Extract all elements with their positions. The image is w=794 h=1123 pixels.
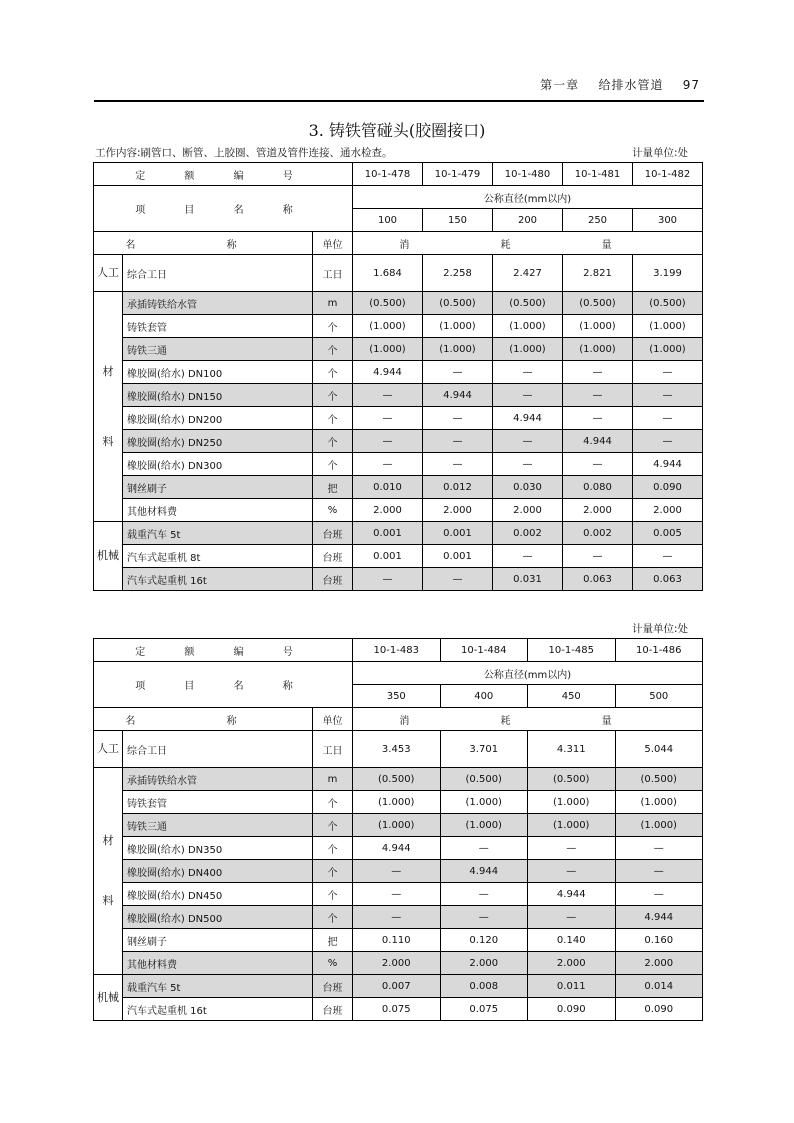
table-row	[94, 453, 703, 476]
value-cell: 0.011	[528, 975, 616, 998]
item-name: 橡胶圈(给水) DN450	[123, 883, 313, 906]
table-row	[94, 768, 703, 791]
value-cell: 5.044	[615, 731, 703, 768]
value-cell: 0.090	[633, 476, 703, 499]
value-cell: —	[493, 361, 563, 384]
quota-code: 10-1-486	[615, 639, 703, 662]
item-unit: 个	[313, 384, 353, 407]
category-machines	[94, 975, 123, 1021]
item-name: 其他材料费	[123, 952, 313, 975]
value-cell: 2.000	[563, 499, 633, 522]
item-unit: %	[313, 499, 353, 522]
category-label: 机械	[97, 990, 119, 1004]
item-unit: m	[313, 292, 353, 315]
category-label: 机械	[97, 549, 119, 562]
item-unit: 台班	[313, 545, 353, 568]
value-cell: —	[563, 361, 633, 384]
value-cell: (1.000)	[440, 814, 528, 837]
unit-label-1: 计量单位:处	[631, 147, 688, 159]
diameter-value: 250	[563, 209, 633, 232]
value-cell: —	[423, 430, 493, 453]
diameter-header-row	[94, 186, 703, 209]
value-cell: —	[633, 407, 703, 430]
value-cell: —	[615, 883, 703, 906]
table-row	[94, 384, 703, 407]
value-cell: 0.075	[353, 998, 441, 1021]
work-content: 工作内容:刷管口、断管、上胶圈、管道及管件连接、通水检查。	[95, 147, 393, 159]
value-cell: 4.944	[563, 430, 633, 453]
value-cell: —	[493, 384, 563, 407]
table-row	[94, 499, 703, 522]
item-name-label: 项 目 名 称	[94, 662, 353, 708]
category-materials	[94, 768, 123, 975]
value-cell: —	[353, 453, 423, 476]
value-cell: —	[353, 860, 441, 883]
diameter-value: 450	[528, 685, 616, 708]
item-unit: 个	[313, 814, 353, 837]
item-name-label: 项 目 名 称	[94, 186, 353, 232]
value-cell: —	[440, 906, 528, 929]
quota-code: 10-1-484	[440, 639, 528, 662]
value-cell: 0.010	[353, 476, 423, 499]
value-cell: 0.007	[353, 975, 441, 998]
value-cell: 0.005	[633, 522, 703, 545]
value-cell: 2.000	[353, 499, 423, 522]
item-unit: 台班	[313, 568, 353, 591]
section-label: 给排水管道	[598, 78, 664, 92]
diameter-header: 公称直径(mm以内)	[353, 662, 703, 685]
diameter-value: 350	[353, 685, 441, 708]
value-cell: 2.000	[493, 499, 563, 522]
item-name: 综合工日	[123, 255, 313, 292]
item-unit: 个	[313, 883, 353, 906]
item-unit: 个	[313, 860, 353, 883]
quota-code: 10-1-483	[353, 639, 441, 662]
value-cell: —	[353, 407, 423, 430]
item-unit: 个	[313, 430, 353, 453]
value-cell: (1.000)	[633, 315, 703, 338]
table-row	[94, 975, 703, 998]
item-name: 综合工日	[123, 731, 313, 768]
item-unit: 个	[313, 361, 353, 384]
table-row	[94, 407, 703, 430]
value-cell: 0.012	[423, 476, 493, 499]
category-label: 材	[102, 834, 114, 847]
value-cell: (1.000)	[353, 791, 441, 814]
quota-code-label: 定 额 编 号	[94, 163, 353, 186]
item-unit: 台班	[313, 975, 353, 998]
quota-code: 10-1-482	[633, 163, 703, 186]
unit-label-2: 计量单位:处	[631, 623, 688, 635]
item-name: 橡胶圈(给水) DN150	[123, 384, 313, 407]
value-cell: 0.002	[493, 522, 563, 545]
value-cell: 4.944	[353, 837, 441, 860]
value-cell: 2.000	[528, 952, 616, 975]
quota-code: 10-1-478	[353, 163, 423, 186]
value-cell: (1.000)	[528, 791, 616, 814]
value-cell: 0.001	[353, 522, 423, 545]
diameter-header: 公称直径(mm以内)	[353, 186, 703, 209]
value-cell: 0.030	[493, 476, 563, 499]
value-cell: —	[493, 430, 563, 453]
value-cell: 0.160	[615, 929, 703, 952]
item-name: 汽车式起重机 16t	[123, 998, 313, 1021]
value-cell: 3.453	[353, 731, 441, 768]
item-unit: 个	[313, 315, 353, 338]
value-cell: (0.500)	[493, 292, 563, 315]
table-row	[94, 814, 703, 837]
value-cell: —	[353, 568, 423, 591]
chapter-label: 第一章	[540, 78, 580, 92]
value-cell: (1.000)	[615, 814, 703, 837]
value-cell: 4.944	[493, 407, 563, 430]
table-row	[94, 568, 703, 591]
item-name: 铸铁三通	[123, 814, 313, 837]
value-cell: —	[633, 430, 703, 453]
value-cell: 0.063	[563, 568, 633, 591]
item-name: 橡胶圈(给水) DN100	[123, 361, 313, 384]
item-name: 橡胶圈(给水) DN400	[123, 860, 313, 883]
value-cell: —	[615, 837, 703, 860]
value-cell: —	[353, 430, 423, 453]
item-unit: %	[313, 952, 353, 975]
item-unit: 个	[313, 453, 353, 476]
value-cell: —	[423, 453, 493, 476]
table-row	[94, 292, 703, 315]
table-row	[94, 952, 703, 975]
value-cell: —	[615, 860, 703, 883]
diameter-value: 400	[440, 685, 528, 708]
value-cell: 0.014	[615, 975, 703, 998]
value-cell: 4.944	[423, 384, 493, 407]
diameter-header-row	[94, 662, 703, 685]
value-cell: 0.075	[440, 998, 528, 1021]
item-name: 橡胶圈(给水) DN200	[123, 407, 313, 430]
value-cell: (1.000)	[563, 315, 633, 338]
quota-code: 10-1-481	[563, 163, 633, 186]
value-cell: —	[493, 545, 563, 568]
item-unit: 个	[313, 791, 353, 814]
value-cell: 3.199	[633, 255, 703, 292]
item-name: 钢丝刷子	[123, 929, 313, 952]
quota-table-1	[93, 162, 703, 591]
category-labor	[94, 731, 123, 768]
value-cell: 2.000	[615, 952, 703, 975]
value-cell: 0.001	[423, 522, 493, 545]
value-cell: (1.000)	[353, 814, 441, 837]
value-cell: —	[528, 837, 616, 860]
item-unit: 工日	[313, 255, 353, 292]
item-unit: 把	[313, 476, 353, 499]
item-name: 铸铁三通	[123, 338, 313, 361]
category-materials	[94, 292, 123, 522]
value-cell: —	[423, 361, 493, 384]
value-cell: (1.000)	[493, 338, 563, 361]
value-cell: —	[353, 384, 423, 407]
category-gap	[94, 383, 122, 431]
header-text	[540, 76, 700, 93]
value-cell: (1.000)	[563, 338, 633, 361]
item-unit: 台班	[313, 522, 353, 545]
value-cell: 0.090	[615, 998, 703, 1021]
value-cell: 4.944	[353, 361, 423, 384]
table-row	[94, 998, 703, 1021]
name-header: 名 称	[94, 708, 313, 731]
value-cell: (1.000)	[423, 315, 493, 338]
item-name: 钢丝刷子	[123, 476, 313, 499]
value-cell: 0.090	[528, 998, 616, 1021]
diameter-value: 100	[353, 209, 423, 232]
diameter-value: 200	[493, 209, 563, 232]
table-row	[94, 883, 703, 906]
item-name: 橡胶圈(给水) DN500	[123, 906, 313, 929]
table-row	[94, 476, 703, 499]
value-cell: 2.821	[563, 255, 633, 292]
column-header-row	[94, 232, 703, 255]
value-cell: 3.701	[440, 731, 528, 768]
item-name: 铸铁套管	[123, 315, 313, 338]
value-cell: —	[440, 883, 528, 906]
value-cell: (0.500)	[563, 292, 633, 315]
value-cell: (1.000)	[528, 814, 616, 837]
item-name: 铸铁套管	[123, 791, 313, 814]
diameter-value: 300	[633, 209, 703, 232]
category-gap	[94, 852, 122, 890]
table-row	[94, 361, 703, 384]
unit-header: 单位	[313, 708, 353, 731]
item-name: 承插铸铁给水管	[123, 768, 313, 791]
value-cell: 2.000	[423, 499, 493, 522]
table-row	[94, 545, 703, 568]
value-cell: —	[633, 361, 703, 384]
quota-code: 10-1-480	[493, 163, 563, 186]
table-row	[94, 731, 703, 768]
quota-table-2	[93, 638, 703, 1021]
table-row	[94, 791, 703, 814]
value-cell: 0.110	[353, 929, 441, 952]
item-unit: 工日	[313, 731, 353, 768]
consumption-header: 消 耗 量	[353, 232, 703, 255]
unit-header: 单位	[313, 232, 353, 255]
value-cell: —	[423, 407, 493, 430]
table-row	[94, 837, 703, 860]
value-cell: —	[563, 545, 633, 568]
item-unit: 个	[313, 407, 353, 430]
page-header	[94, 72, 704, 102]
value-cell: 0.031	[493, 568, 563, 591]
value-cell: —	[563, 407, 633, 430]
item-name: 载重汽车 5t	[123, 975, 313, 998]
value-cell: (1.000)	[440, 791, 528, 814]
table-row	[94, 255, 703, 292]
value-cell: —	[353, 883, 441, 906]
value-cell: 2.427	[493, 255, 563, 292]
category-label: 料	[102, 434, 114, 448]
value-cell: 2.258	[423, 255, 493, 292]
value-cell: —	[528, 906, 616, 929]
value-cell: 4.944	[615, 906, 703, 929]
value-cell: —	[633, 384, 703, 407]
item-name: 载重汽车 5t	[123, 522, 313, 545]
quota-code: 10-1-485	[528, 639, 616, 662]
value-cell: 0.002	[563, 522, 633, 545]
value-cell: 2.000	[353, 952, 441, 975]
value-cell: 0.001	[423, 545, 493, 568]
category-label: 人工	[97, 742, 119, 755]
item-name: 橡胶圈(给水) DN250	[123, 430, 313, 453]
category-machines	[94, 522, 123, 591]
value-cell: 4.944	[528, 883, 616, 906]
value-cell: 2.000	[633, 499, 703, 522]
item-unit: 个	[313, 837, 353, 860]
value-cell: —	[528, 860, 616, 883]
item-unit: m	[313, 768, 353, 791]
category-label: 料	[102, 894, 114, 907]
value-cell: —	[563, 453, 633, 476]
value-cell: 0.008	[440, 975, 528, 998]
diameter-value: 500	[615, 685, 703, 708]
table-row	[94, 430, 703, 453]
item-unit: 台班	[313, 998, 353, 1021]
value-cell: (0.500)	[528, 768, 616, 791]
page-number: 97	[682, 78, 700, 92]
item-unit: 把	[313, 929, 353, 952]
value-cell: 0.063	[633, 568, 703, 591]
category-label: 材	[102, 364, 114, 378]
value-cell: 0.080	[563, 476, 633, 499]
value-cell: —	[353, 906, 441, 929]
value-cell: —	[493, 453, 563, 476]
value-cell: 1.684	[353, 255, 423, 292]
value-cell: (1.000)	[423, 338, 493, 361]
category-label: 人工	[97, 266, 119, 279]
value-cell: —	[423, 568, 493, 591]
value-cell: (0.500)	[440, 768, 528, 791]
consumption-header: 消 耗 量	[353, 708, 703, 731]
item-name: 承插铸铁给水管	[123, 292, 313, 315]
column-header-row	[94, 708, 703, 731]
table-row	[94, 860, 703, 883]
value-cell: (0.500)	[353, 768, 441, 791]
name-header: 名 称	[94, 232, 313, 255]
value-cell: 0.120	[440, 929, 528, 952]
value-cell: (1.000)	[493, 315, 563, 338]
code-row	[94, 163, 703, 186]
value-cell: (0.500)	[615, 768, 703, 791]
value-cell: (0.500)	[423, 292, 493, 315]
quota-code-label: 定 额 编 号	[94, 639, 353, 662]
item-name: 汽车式起重机 16t	[123, 568, 313, 591]
value-cell: 0.001	[353, 545, 423, 568]
code-row	[94, 639, 703, 662]
item-name: 其他材料费	[123, 499, 313, 522]
value-cell: —	[440, 837, 528, 860]
value-cell: —	[563, 384, 633, 407]
value-cell: 4.944	[633, 453, 703, 476]
diameter-value: 150	[423, 209, 493, 232]
item-unit: 个	[313, 338, 353, 361]
value-cell: (0.500)	[633, 292, 703, 315]
table-row	[94, 522, 703, 545]
item-name: 橡胶圈(给水) DN300	[123, 453, 313, 476]
table-row	[94, 338, 703, 361]
table-row	[94, 315, 703, 338]
value-cell: (1.000)	[353, 338, 423, 361]
section-title: 3. 铸铁管碰头(胶圈接口)	[308, 121, 486, 140]
item-unit: 个	[313, 906, 353, 929]
item-name: 汽车式起重机 8t	[123, 545, 313, 568]
value-cell: 2.000	[440, 952, 528, 975]
table-row	[94, 929, 703, 952]
category-labor	[94, 255, 123, 292]
value-cell: 4.944	[440, 860, 528, 883]
table-row	[94, 906, 703, 929]
value-cell: —	[633, 545, 703, 568]
quota-code: 10-1-479	[423, 163, 493, 186]
value-cell: (0.500)	[353, 292, 423, 315]
value-cell: (1.000)	[633, 338, 703, 361]
value-cell: 4.311	[528, 731, 616, 768]
item-name: 橡胶圈(给水) DN350	[123, 837, 313, 860]
value-cell: 0.140	[528, 929, 616, 952]
value-cell: (1.000)	[353, 315, 423, 338]
value-cell: (1.000)	[615, 791, 703, 814]
